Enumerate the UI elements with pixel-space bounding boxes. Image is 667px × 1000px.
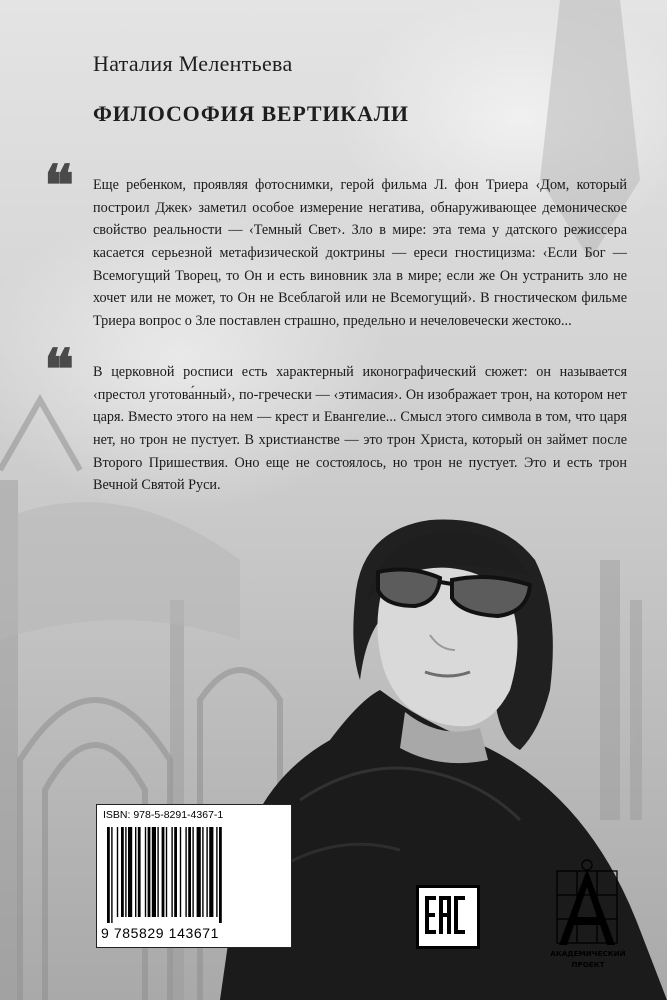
barcode-number: 9 785829 143671 [101,925,219,941]
barcode-bar [117,827,118,917]
barcode-bar [185,827,186,917]
quote-mark-icon: ❝ [44,153,75,219]
barcode-bar [197,827,201,917]
excerpt-paragraph-1: Еще ребенком, проявляя фотоснимки, герой фильма Л. фон Триера ‹Дом, который построил Джек› заметил особое измерение негатива, обнаруживающее демоническое свойство реальности — ‹Темный Свет›. Зло в мире: эта тема у датского режиссера касается серьезной метафизической доктрины — ереси гностицизма: ‹Если Бог — Всемогущий Творец, то Он и есть виновник зла в мире; если же Он устранить зло не хочет или не может, то Он не Всеблагой или не Всемогущий›. В гностическом фильме Триера вопрос о Зле поставлен страшно, предельно и нечеловечески жестоко... [93,177,627,329]
eac-mark-icon [416,885,480,949]
publisher-name-line1: АКАДЕМИЧЕСКИЙ [550,949,626,958]
barcode-bar [135,827,136,917]
barcode-bar [216,827,217,917]
barcode [105,827,283,923]
barcode-bar [174,827,177,917]
barcode-bar [206,827,207,917]
barcode-bar [219,827,222,923]
barcode-bar [202,827,203,917]
barcode-bar [111,827,112,923]
barcode-bar [162,827,165,917]
barcode-bar [166,827,167,917]
isbn-label: ISBN: 978-5-8291-4367-1 [103,809,224,821]
quote-mark-icon: ❝ [44,337,75,403]
barcode-bar [128,827,132,917]
isbn-barcode-box [96,804,292,948]
barcode-bar [121,827,124,917]
barcode-bar [148,827,151,917]
barcode-bar [171,827,172,917]
barcode-bar [125,827,126,917]
barcode-bar [180,827,181,917]
barcode-bar [107,827,110,923]
barcode-bar [157,827,158,917]
publisher-name [543,948,633,970]
barcode-bar [145,827,146,917]
author-name: Наталия Мелентьева [93,51,293,76]
barcode-bar [192,827,193,917]
barcode-bar [209,827,213,917]
book-title: ФИЛОСОФИЯ ВЕРТИКАЛИ [93,101,409,126]
publisher-name-line2: ПРОЕКТ [571,960,605,969]
barcode-bar [152,827,156,917]
barcode-bar [188,827,191,917]
excerpt-paragraph-2: В церковной росписи есть характерный иконографический сюжет: он называется ‹престол уготова́нный›, по-гречески — ‹этимасия›. Он изображает трон, на котором нет царя. Вместо этого на нем — крест и Евангелие... Смысл этого символа в том, что царя нет, но трон не пустует. В христианстве — это трон Христа, который он займет после Второго Пришествия. Оно еще не состоялось, но трон не пустует. Это и есть трон Вечной Святой Руси. [93,364,627,494]
barcode-bar [138,827,141,917]
